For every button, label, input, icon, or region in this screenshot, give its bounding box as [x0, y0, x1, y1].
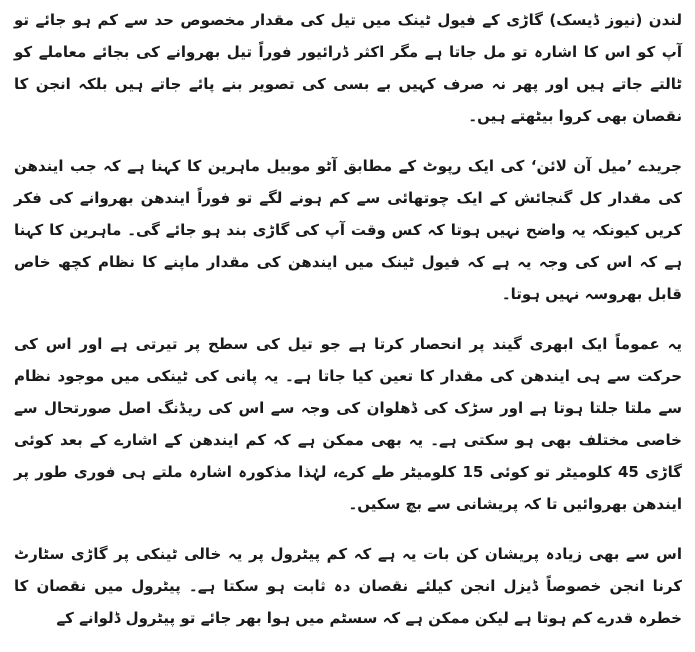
paragraph-intro: لندن (نیوز ڈیسک) گاڑی کے فیول ٹینک میں تیل کی مقدار مخصوص حد سے کم ہو جائے تو آپ کو اس کا اشارہ تو مل جاتا ہے مگر اکثر ڈرائیور فوراً تیل بھروانے کی بجائے معاملے کو ٹالتے جاتے ہیں اور پھر نہ صرف کہیں بے بسی کی تصویر بنے پائے جاتے ہیں بلکہ انجن کا نقصان بھی کروا بیٹھتے ہیں۔	[14, 11, 682, 125]
paragraph-fuel-gauge: یہ عموماً ایک ابھری گیند پر انحصار کرتا ہے جو تیل کی سطح پر تیرتی ہے اور اس کی حرکت سے ہی ایندھن کی مقدار کا تعین کیا جاتا ہے۔ یہ پانی کی ٹینکی میں موجود نظام سے ملتا جلتا ہوتا ہے اور سڑک کی ڈھلوان کی وجہ سے اس کی ریڈنگ اصل صورتحال سے خاصی مختلف بھی ہو سکتی ہے۔ یہ بھی ممکن ہے کہ کم ایندھن کے اشارے کے بعد کوئی گاڑی 45 کلومیٹر تو کوئی 15 کلومیٹر طے کرے، لہٰذا مذکورہ اشارہ ملتے ہی فوری طور پر ایندھن بھروائیں تا کہ پریشانی سے بچ سکیں۔	[14, 335, 682, 513]
paragraph-expert-advice: جریدے ’میل آن لائن‘ کی ایک رپوٹ کے مطابق آٹو موبیل ماہرین کا کہنا ہے کہ جب ایندھن کی مقدار کل گنجائش کے ایک چوتھائی سے کم ہونے لگے تو فوراً ایندھن بھروانے کی فکر کریں کیونکہ یہ واضح نہیں ہوتا کہ کس وقت آپ کی گاڑی بند ہو جائے گی۔ ماہرین کا کہنا ہے کہ اس کی وجہ یہ ہے کہ فیول ٹینک میں ایندھن کی مقدار ماپنے کا نظام کچھ خاص قابل بھروسہ نہیں ہوتا۔	[14, 157, 682, 303]
paragraph-engine-damage: اس سے بھی زیادہ پریشان کن بات یہ ہے کہ کم پیٹرول پر یہ خالی ٹینکی پر گاڑی سٹارٹ کرنا انجن خصوصاً ڈیزل انجن کیلئے نقصان دہ ثابت ہو سکتا ہے۔ پیٹرول میں نقصان کا خطرہ قدرے کم ہوتا ہے لیکن ممکن ہے کہ سسٹم میں ہوا بھر جائے تو پیٹرول ڈلوانے کے	[14, 545, 682, 627]
article-body	[14, 0, 682, 652]
